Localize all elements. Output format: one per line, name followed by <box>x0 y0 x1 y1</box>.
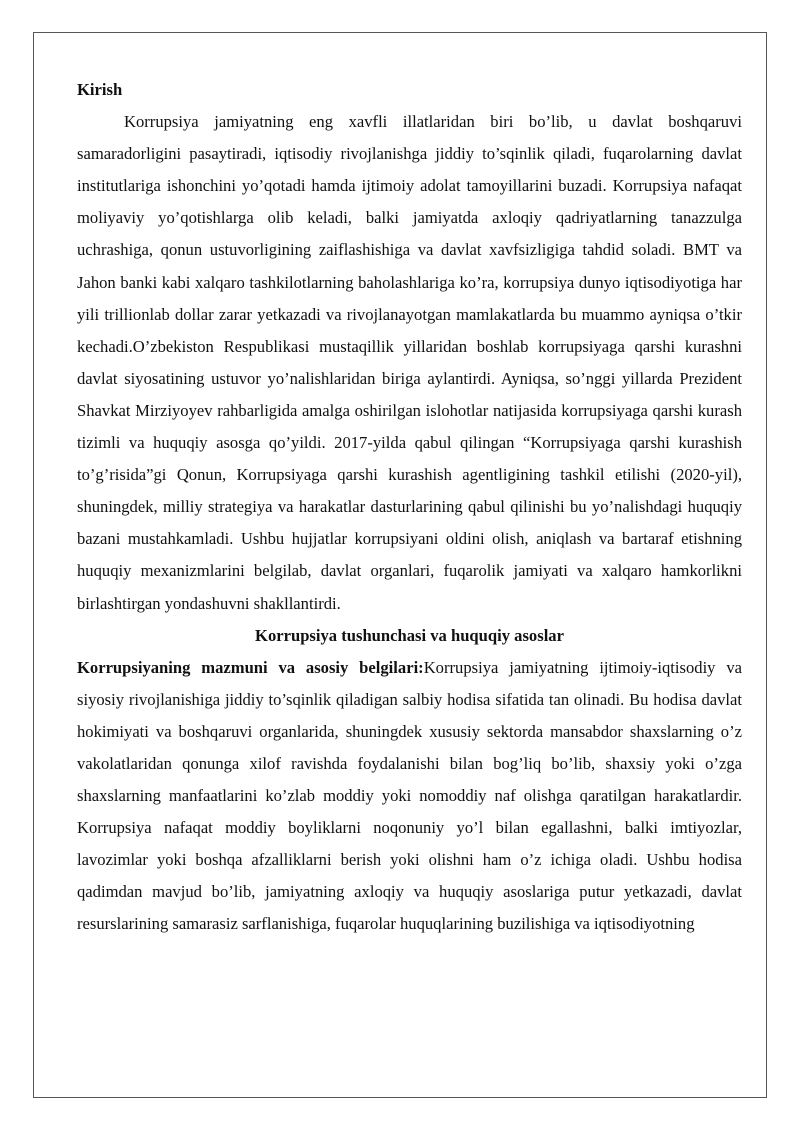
intro-heading: Kirish <box>77 80 123 99</box>
subsection-paragraph: Korrupsiya jamiyatning ijtimoiy-iqtisodiy va siyosiy rivojlanishiga jiddiy to’sqinlik qiladigan salbiy hodisa sifatida tan olinadi. Bu hodisa davlat hokimiyati va boshqaruvi organlarida, shuningdek xususiy sektorda mansabdor shaxslarning o’z vakolatlaridan qonunga xilof ravishda foydalanishi bilan bog’liq bo’lib, shaxsiy yoki o’zga shaxslarning manfaatlarini ko’zlab moddiy yoki nomoddiy naf olishga qaratilgan harakatlardir. Korrupsiya nafaqat moddiy boyliklarni noqonuniy yo’l bilan egallashni, balki imtiyozlar, lavozimlar yoki boshqa afzalliklarni berish yoki olishni ham o’z ichiga oladi. Ushbu hodisa qadimdan mavjud bo’lib, jamiyatning axloqiy va huquqiy asoslariga putur yetkazadi, davlat resurslarining samarasiz sarflanishiga, fuqarolar huquqlarining buzilishiga va iqtisodiyotning <box>77 657 742 934</box>
section-heading: Korrupsiya tushunchasi va huquqiy asoslar <box>255 625 564 645</box>
subsection-paragraph-block <box>77 652 742 941</box>
intro-paragraph: Korrupsiya jamiyatning eng xavfli illatlaridan biri bo’lib, u davlat boshqaruvi samaradorligini pasaytiradi, iqtisodiy rivojlanishga jiddiy to’sqinlik qiladi, fuqarolarning davlat institutlariga ishonchini yo’qotadi hamda ijtimoiy adolat tamoyillarini buzadi. Korrupsiya nafaqat moliyaviy yo’qotishlarga olib keladi, balki jamiyatda axloqiy qadriyatlarning tanazzulga uchrashiga, qonun ustuvorligining zaiflashishiga va davlat xavfsizligiga tahdid soladi. BMT va Jahon banki kabi xalqaro tashkilotlarning baholashlariga ko’ra, korrupsiya dunyo iqtisodiyotiga har yili trillionlab dollar zarar yetkazadi va rivojlanayotgan mamlakatlarda bu muammo ayniqsa o’tkir kechadi.O’zbekiston Respublikasi mustaqillik yillaridan boshlab korrupsiyaga qarshi kurashni davlat siyosatining ustuvor yo’nalishlaridan biriga aylantirdi. Ayniqsa, so’nggi yillarda Prezident Shavkat Mirziyoyev rahbarligida amalga oshirilgan islohotlar natijasida korrupsiyaga qarshi kurash tizimli va huquqiy asosga qo’yildi. 2017-yilda qabul qilingan “Korrupsiyaga qarshi kurashish to’g’risida”gi Qonun, Korrupsiyaga qarshi kurashish agentligining tashkil etilishi (2020-yil), shuningdek, milliy strategiya va harakatlar dasturlarining qabul qilinishi bu yo’nalishdagi huquqiy bazani mustahkamladi. Ushbu hujjatlar korrupsiyani oldini olish, aniqlash va bartaraf etishning huquqiy mexanizmlarini belgilab, davlat organlari, fuqarolik jamiyati va xalqaro hamkorlikni birlashtirgan yondashuvni shakllantirdi. <box>77 112 742 613</box>
document-body <box>77 74 742 941</box>
subsection-lead: Korrupsiyaning mazmuni va asosiy belgilari: <box>77 657 424 677</box>
